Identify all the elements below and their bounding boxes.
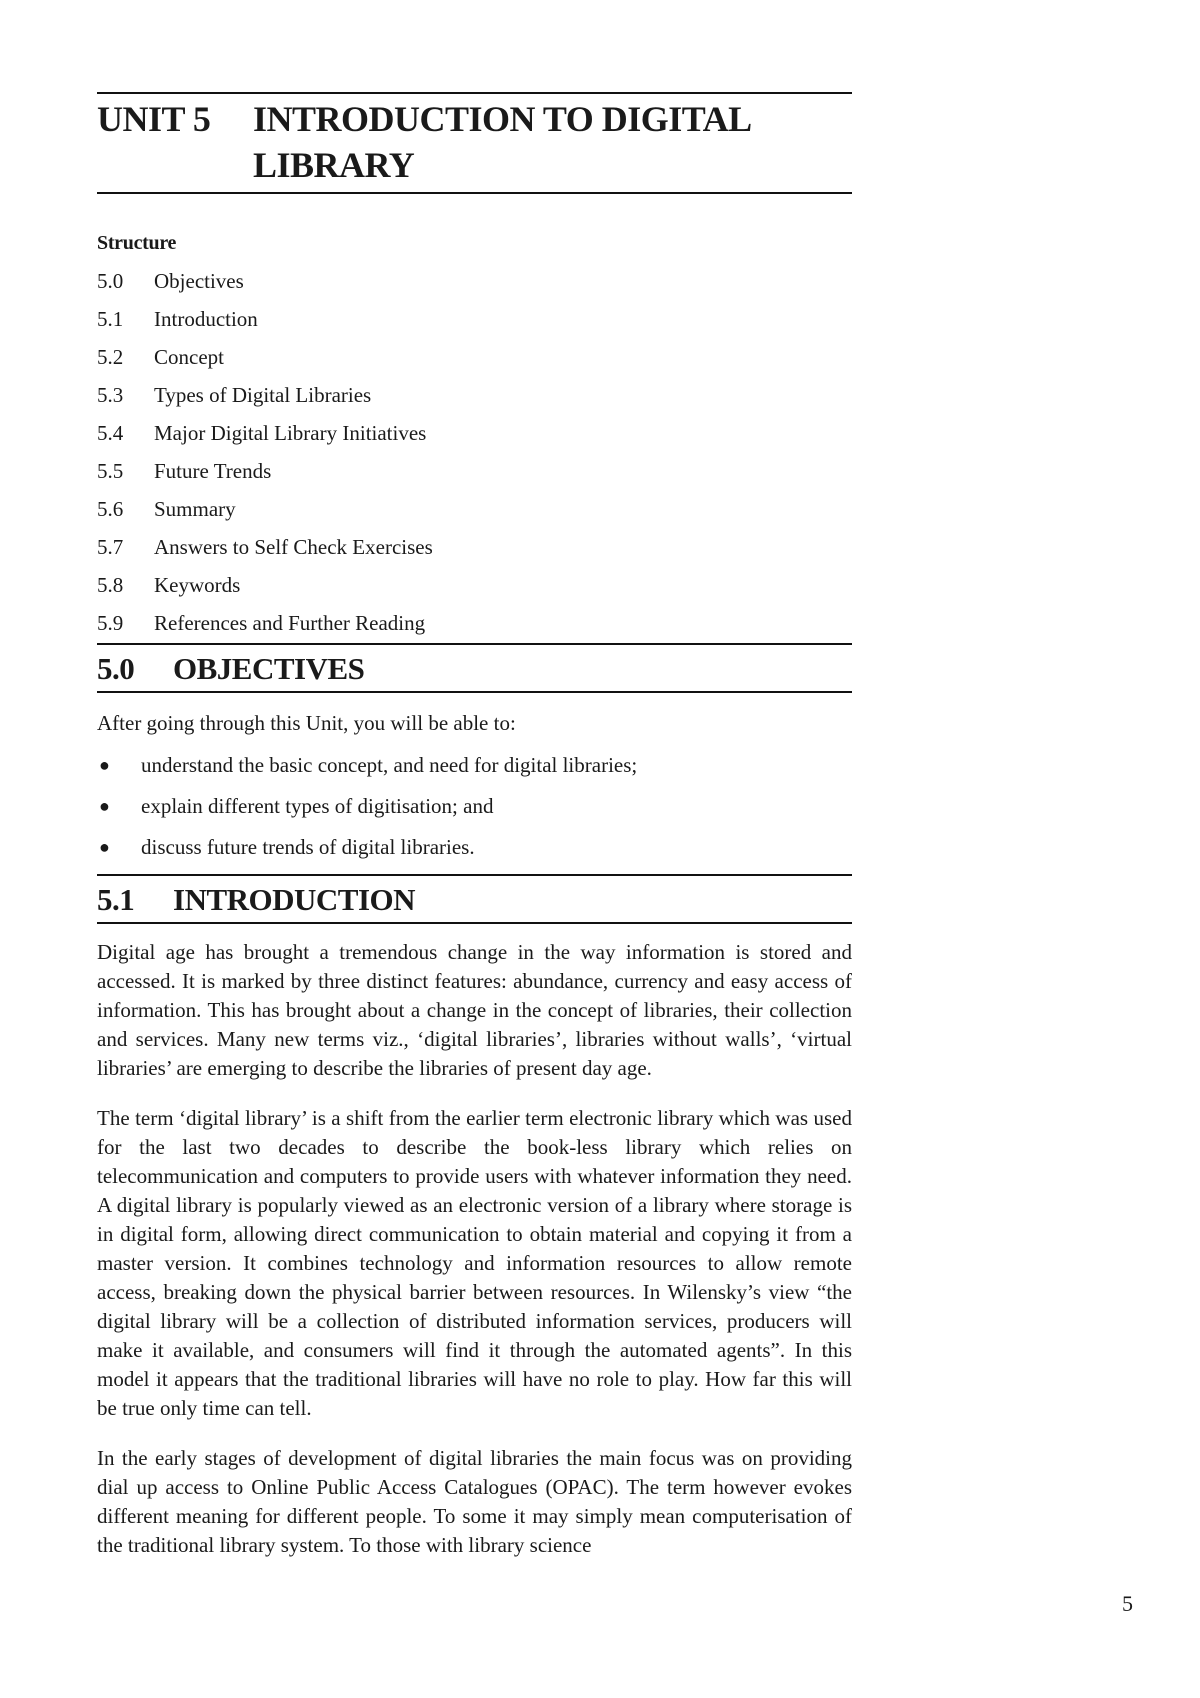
page-number: 5 [1122, 1591, 1133, 1616]
structure-list [97, 269, 852, 649]
objectives-list-item [97, 792, 852, 820]
structure-item [97, 383, 852, 421]
structure-item [97, 421, 852, 459]
page-content [97, 92, 852, 1560]
unit-title-text [253, 96, 852, 188]
structure-item-label: Types of Digital Libraries [154, 383, 372, 407]
introduction-title: INTRODUCTION [173, 882, 416, 917]
objectives-number: 5.0 [97, 651, 135, 686]
objectives-list-item [97, 833, 852, 861]
structure-item-number: 5.6 [97, 497, 124, 521]
introduction-paragraph-2: The term ‘digital library’ is a shift from the earlier term electronic library which was used for the last two decades to describe the book-less library which relies on telecommunication and computers to provide users with whatever information they need. A digital library is popularly viewed as an electronic version of a library where storage is in digital form, allowing direct communication to obtain material and copying it from a master version. It combines technology and information resources to allow remote access, breaking down the physical barrier between resources. In Wilensky’s view “the digital library will be a collection of distributed information services, producers will make it available, and consumers will find it through the automated agents”. In this model it appears that the traditional libraries will have no role to play. How far this will be true only time can tell. [97, 1106, 852, 1420]
structure-item-number: 5.5 [97, 459, 124, 483]
structure-item-number: 5.8 [97, 573, 124, 597]
structure-heading: Structure [97, 232, 177, 254]
objective-text: discuss future trends of digital libraries. [141, 835, 475, 859]
introduction-bottom-rule [97, 922, 852, 924]
bullet-icon: ● [99, 837, 110, 857]
objectives-title: OBJECTIVES [173, 651, 365, 686]
introduction-paragraph-3: In the early stages of development of digital libraries the main focus was on providing dial up access to Online Public Access Catalogues (OPAC). The term however evokes different meaning for different people. To some it may simply mean computerisation of the traditional library system. To those with library science [97, 1446, 852, 1557]
objectives-intro: After going through this Unit, you will be able to: [97, 711, 516, 735]
bullet-icon: ● [99, 755, 110, 775]
title-bottom-rule [97, 192, 852, 194]
structure-item [97, 573, 852, 611]
objectives-section [97, 643, 852, 861]
objectives-list [97, 751, 852, 861]
structure-item-label: Future Trends [154, 459, 272, 483]
objectives-heading [97, 645, 852, 691]
objectives-list-item [97, 751, 852, 779]
structure-item-label: Objectives [154, 269, 244, 293]
unit-title [97, 94, 852, 192]
objectives-bottom-rule [97, 691, 852, 693]
introduction-section [97, 874, 852, 1560]
structure-item-number: 5.0 [97, 269, 124, 293]
unit-title-line-2: LIBRARY [253, 145, 415, 185]
structure-item [97, 345, 852, 383]
objective-text: understand the basic concept, and need for digital libraries; [141, 753, 638, 777]
structure-item-label: Summary [154, 497, 236, 521]
structure-item [97, 459, 852, 497]
structure-item [97, 611, 852, 649]
structure-item-number: 5.3 [97, 383, 124, 407]
structure-item-label: Keywords [154, 573, 241, 597]
introduction-paragraph-1: Digital age has brought a tremendous change in the way information is stored and accessed. It is marked by three distinct features: abundance, currency and easy access of information. This has brought about a change in the concept of libraries, their collection and services. Many new terms viz., ‘digital libraries’, libraries without walls’, ‘virtual libraries’ are emerging to describe the libraries of present day age. [97, 940, 852, 1080]
structure-item-number: 5.4 [97, 421, 124, 445]
unit-number: UNIT 5 [97, 99, 211, 139]
structure-item [97, 269, 852, 307]
structure-item-label: Introduction [154, 307, 258, 331]
structure-item-number: 5.2 [97, 345, 124, 369]
introduction-heading [97, 876, 852, 922]
structure-item-number: 5.1 [97, 307, 124, 331]
structure-item [97, 535, 852, 573]
objective-text: explain different types of digitisation; and [141, 794, 494, 818]
structure-item-number: 5.9 [97, 611, 124, 635]
structure-item [97, 307, 852, 345]
structure-item-label: References and Further Reading [154, 611, 426, 635]
structure-item [97, 497, 852, 535]
structure-item-label: Major Digital Library Initiatives [154, 421, 427, 445]
structure-item-number: 5.7 [97, 535, 124, 559]
bullet-icon: ● [99, 796, 110, 816]
introduction-number: 5.1 [97, 882, 135, 917]
structure-item-label: Answers to Self Check Exercises [154, 535, 433, 559]
unit-title-line-1: INTRODUCTION TO DIGITAL [253, 99, 752, 139]
structure-item-label: Concept [154, 345, 224, 369]
introduction-body [97, 938, 852, 1560]
